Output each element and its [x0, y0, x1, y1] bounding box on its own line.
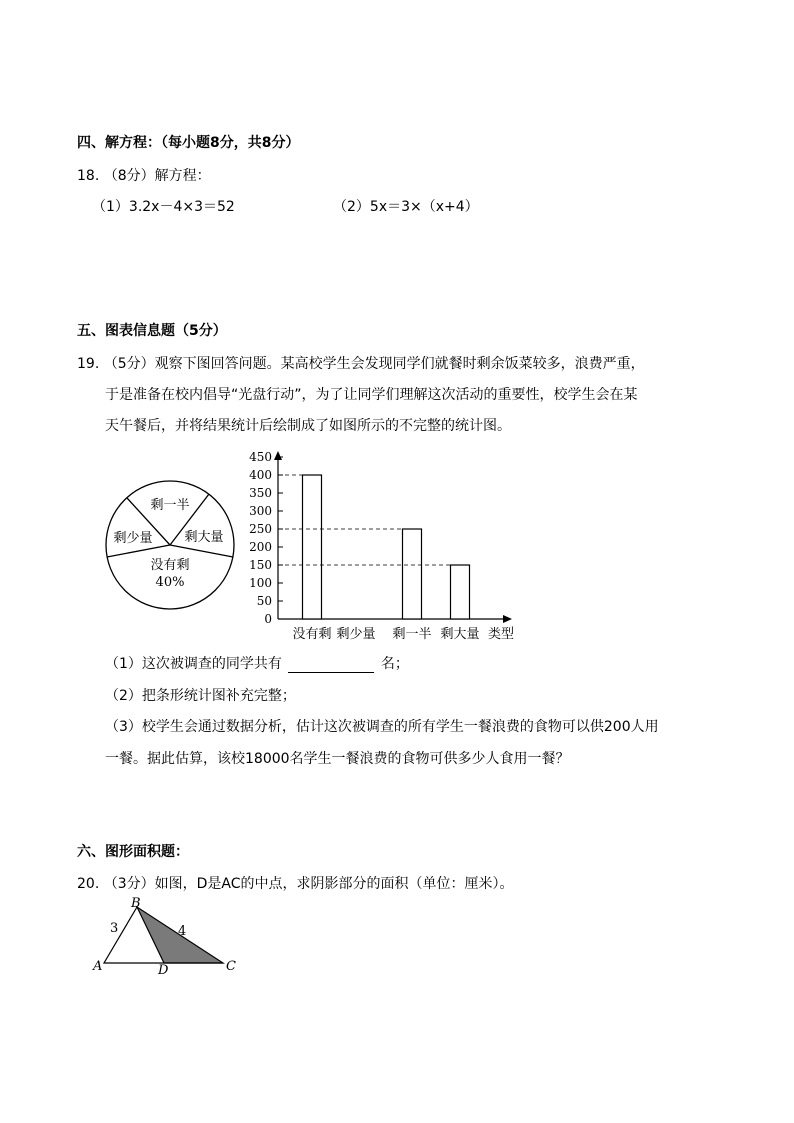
- sub-1-suffix: 名；: [380, 656, 409, 672]
- question-19-line-2: 于是准备在校内倡导“光盘行动”，为了让同学们理解这次活动的重要性，校学生会在某: [105, 387, 638, 403]
- y-tick-label: 50: [256, 594, 272, 608]
- question-19-sub-3-line-2: 一餐。据此估算，该校18000名学生一餐浪费的食物可供多少人食用一餐？: [105, 751, 570, 767]
- vertex-c-label: C: [226, 959, 236, 974]
- pie-label-half: 剩一半: [150, 498, 190, 513]
- vertex-a-label: A: [93, 959, 103, 974]
- x-axis-arrow: [503, 615, 512, 623]
- section-4-heading: 四、解方程：（每小题8分，共8分）: [77, 135, 300, 151]
- y-tick-label: 0: [264, 612, 272, 626]
- y-tick-label: 200: [249, 540, 272, 554]
- bar-chart: [240, 448, 525, 646]
- y-tick-label: 300: [249, 504, 272, 518]
- y-tick-label: 150: [249, 558, 272, 572]
- pie-label-little: 剩少量: [113, 531, 153, 546]
- section-5-heading: 五、图表信息题（5分）: [77, 323, 227, 339]
- x-category-label: 剩一半: [392, 627, 432, 642]
- x-category-label: 剩少量: [336, 627, 376, 642]
- question-18-title: 18. （8分）解方程：: [77, 168, 211, 184]
- question-19-sub-1: [105, 653, 409, 673]
- y-tick-label: 350: [249, 486, 272, 500]
- x-category-label: 剩大量: [440, 627, 480, 642]
- pie-label-percent: 40%: [155, 575, 185, 590]
- answer-blank[interactable]: [288, 658, 374, 673]
- bar-剩大量: [451, 565, 470, 619]
- side-ab-length: 3: [110, 921, 119, 936]
- vertex-d-label: D: [158, 963, 169, 975]
- x-category-label: 没有剩: [292, 627, 332, 642]
- pie-chart: [100, 475, 240, 615]
- side-bc-length: 4: [178, 924, 187, 939]
- pie-label-much: 剩大量: [184, 530, 224, 545]
- question-19-sub-3-line-1: （3）校学生会通过数据分析，估计这次被调查的所有学生一餐浪费的食物可以供200人用: [105, 719, 659, 735]
- y-tick-label: 250: [249, 522, 272, 536]
- y-tick-label: 450: [249, 450, 272, 464]
- section-6-heading: 六、图形面积题：: [77, 844, 189, 860]
- question-20: 20. （3分）如图，D是AC的中点，求阴影部分的面积（单位：厘米）。: [77, 876, 514, 892]
- question-18-part-2: （2）5x＝3×（x+4）: [333, 199, 479, 215]
- triangle-figure: [90, 895, 250, 975]
- question-19-line-3: 天午餐后，并将结果统计后绘制成了如图所示的不完整的统计图。: [105, 418, 511, 434]
- y-tick-label: 100: [249, 576, 272, 590]
- vertex-b-label: B: [131, 896, 141, 911]
- x-axis-label: 类型: [487, 627, 515, 642]
- sub-1-text: （1）这次被调查的同学共有: [105, 656, 282, 672]
- y-tick-label: 400: [249, 468, 272, 482]
- bar-剩一半: [403, 529, 422, 619]
- question-18-part-1: （1）3.2x－4×3＝52: [92, 199, 235, 215]
- question-19-line-1: 19. （5分）观察下图回答问题。某高校学生会发现同学们就餐时剩余饭菜较多，浪费严重，: [77, 356, 645, 372]
- y-axis-arrow: [274, 451, 282, 460]
- question-19-sub-2: （2）把条形统计图补充完整；: [105, 688, 296, 704]
- bar-没有剩: [303, 475, 322, 619]
- pie-label-none: 没有剩: [150, 558, 190, 573]
